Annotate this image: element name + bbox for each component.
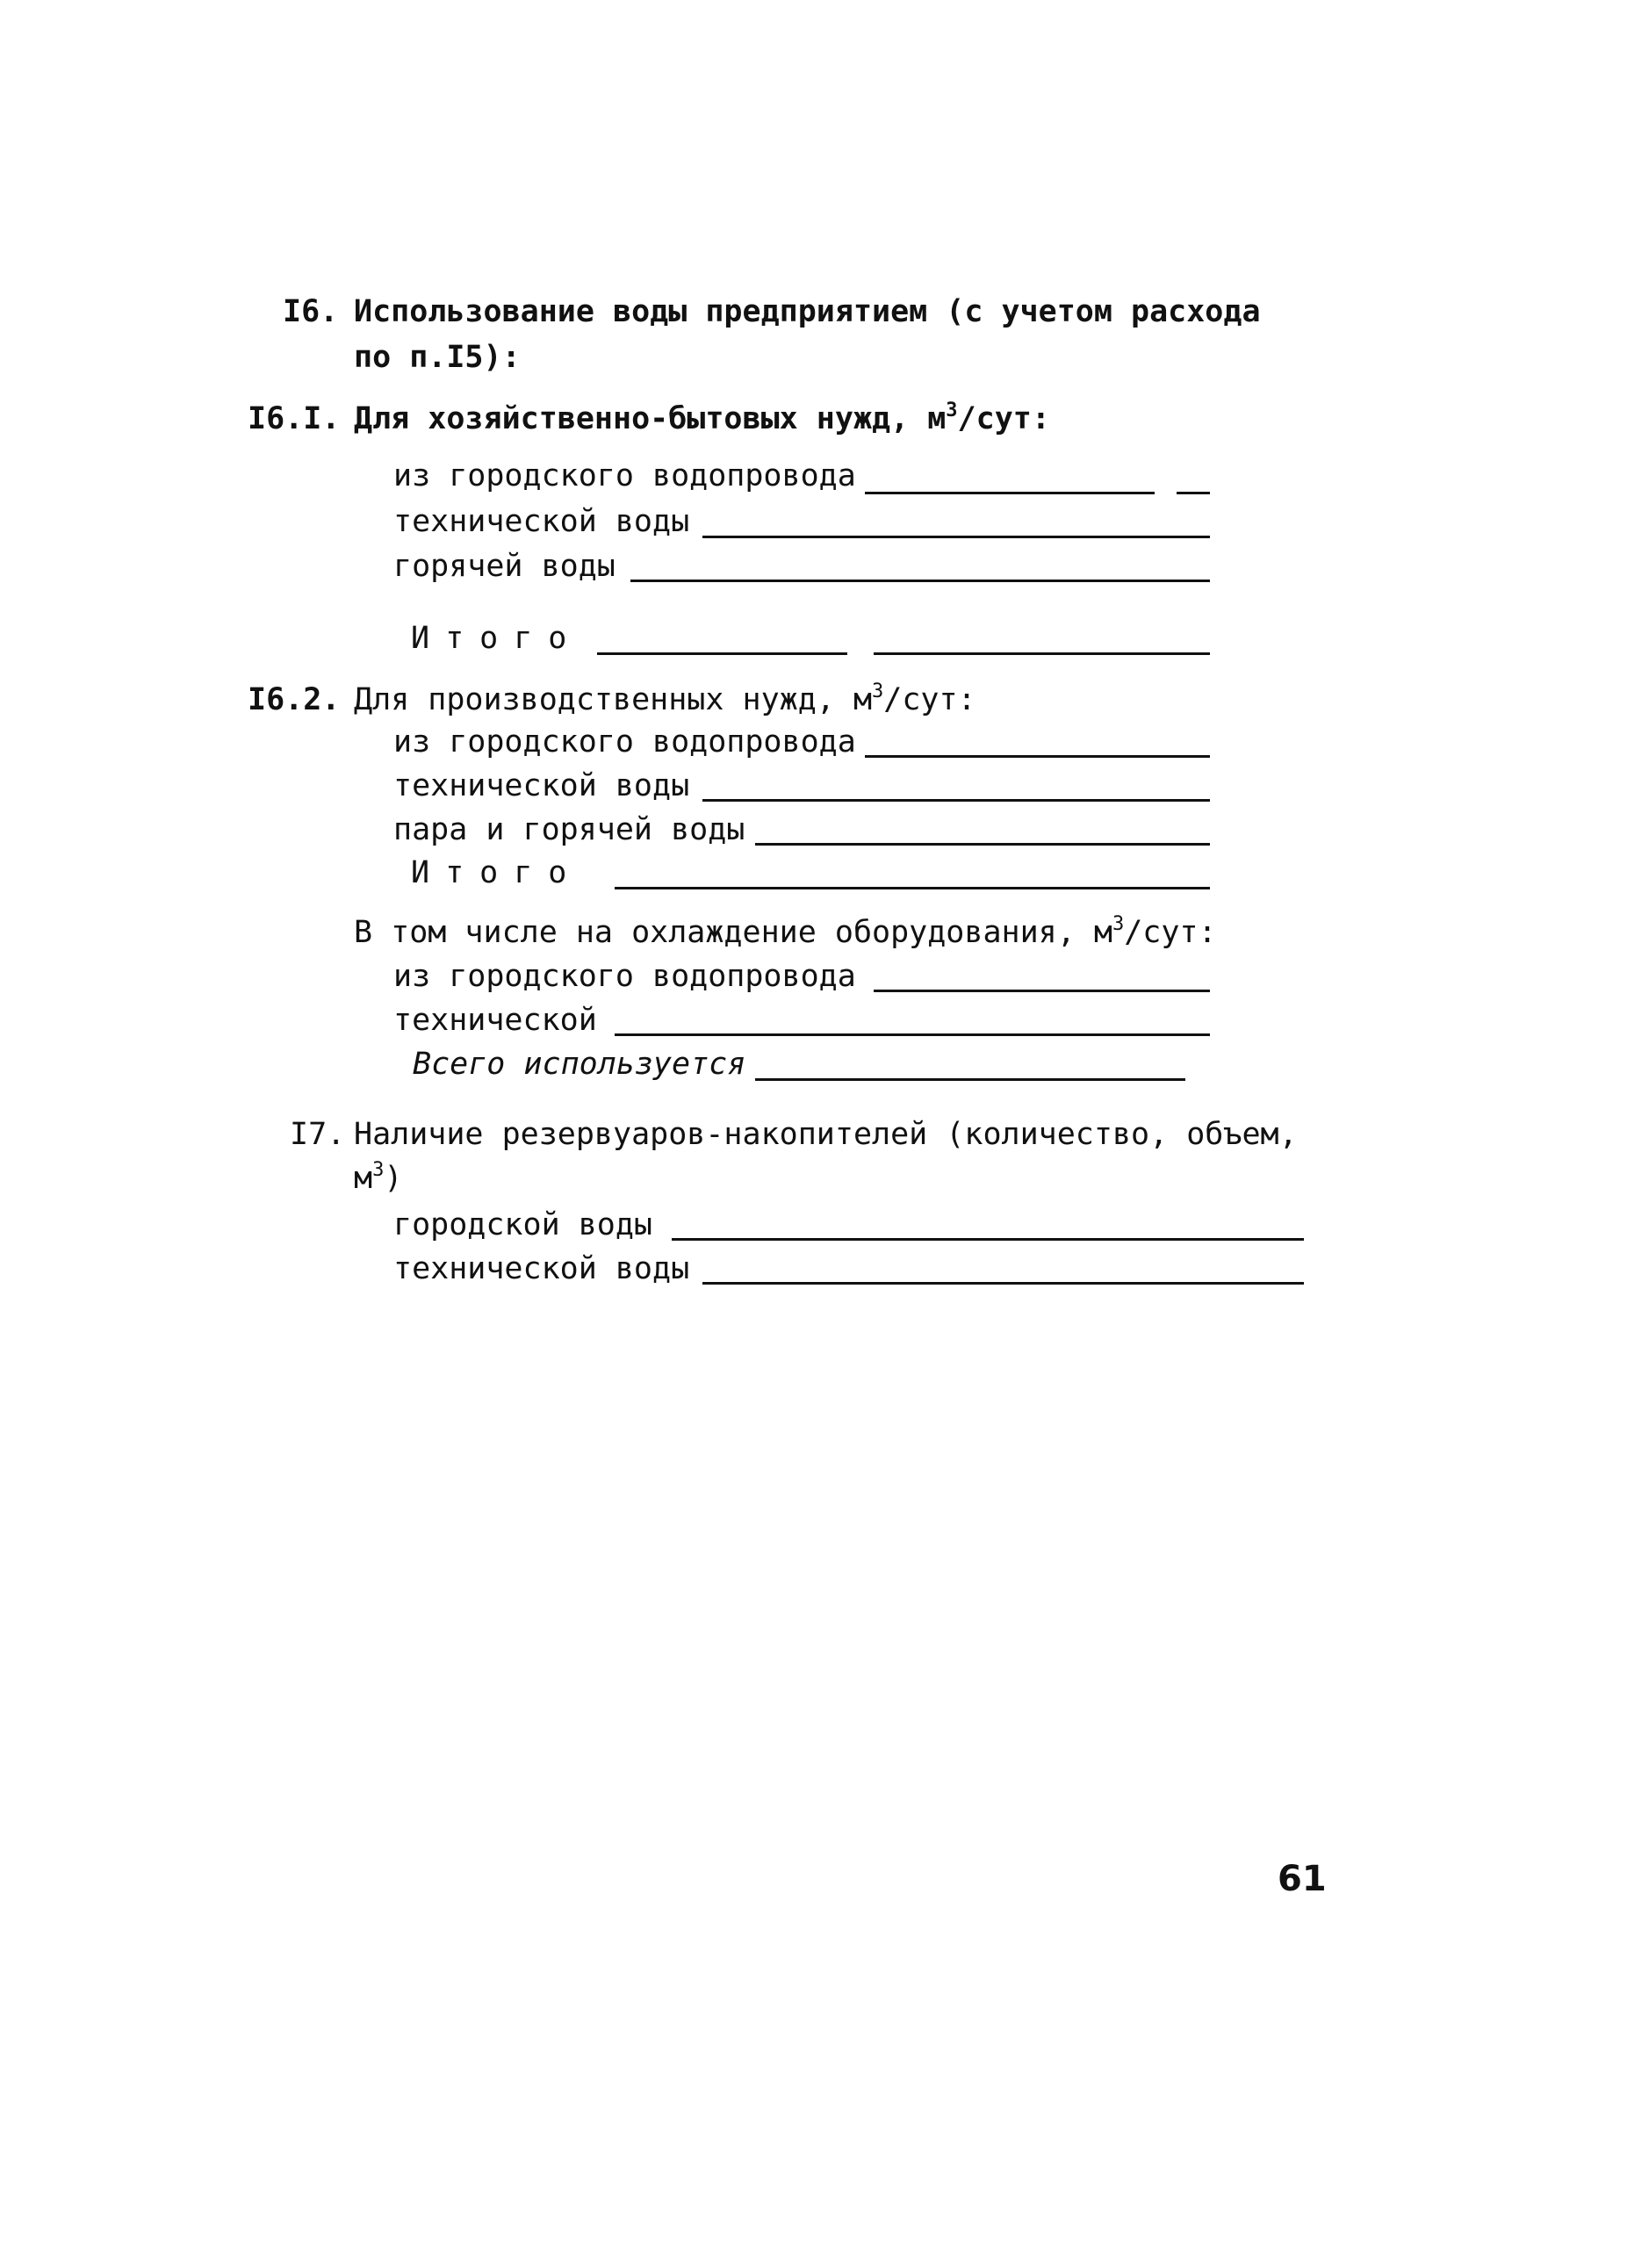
s16-2-row-steam-hot-water-label: пара и горячей воды <box>393 812 745 847</box>
section-16-title-line2: по п.I5): <box>354 340 521 375</box>
section-17-title-line1: Наличие резервуаров-накопителей (количество, объем, <box>354 1117 1298 1152</box>
s16-1-row-city-water-blank-tail <box>1177 492 1210 494</box>
s16-2-grand-total-label: Всего используется <box>413 1047 746 1082</box>
s17-row-technical-water-blank <box>702 1282 1304 1285</box>
s16-2-cooling-technical-blank <box>615 1033 1210 1036</box>
s16-2-grand-total-blank <box>755 1078 1185 1081</box>
s16-2-total-blank <box>615 887 1210 889</box>
s16-2-row-steam-hot-water-blank <box>755 843 1210 846</box>
s16-2-row-technical-water-label: технической воды <box>393 768 690 803</box>
s16-2-cooling-city-water-blank <box>874 990 1210 992</box>
s16-2-row-city-water-label: из городского водопровода <box>393 724 856 760</box>
s16-1-total-blank-2 <box>874 652 1210 655</box>
s16-1-row-city-water-blank <box>865 492 1155 494</box>
s16-1-row-technical-water-blank <box>702 536 1210 538</box>
s16-1-row-technical-water-label: технической воды <box>393 504 690 539</box>
section-16-1-number: I6.I. <box>248 401 341 436</box>
section-16-number: I6. <box>283 294 339 329</box>
s16-1-row-hot-water-blank <box>630 580 1210 582</box>
s16-2-cooling-technical-label: технической <box>393 1003 597 1038</box>
s16-1-row-city-water-label: из городского водопровода <box>393 458 856 493</box>
section-17-number: I7. <box>290 1117 346 1152</box>
section-16-title-line1: Использование воды предприятием (с учетом расхода <box>354 294 1261 329</box>
page-number: 61 <box>1278 1859 1327 1899</box>
s17-row-city-water-blank <box>672 1238 1304 1241</box>
section-17-title-line2: $м^3$) <box>354 1159 403 1196</box>
s16-2-total-label: Итого <box>411 855 583 890</box>
s16-1-total-label: Итого <box>411 621 583 656</box>
s17-row-city-water-label: городской воды <box>393 1207 653 1242</box>
section-16-2-title: Для производственных нужд, $м^3$/сут: <box>354 680 976 717</box>
s16-1-row-hot-water-label: горячей воды <box>393 549 616 584</box>
section-16-2-number: I6.2. <box>248 682 341 717</box>
section-16-1-title: Для хозяйственно-бытовых нужд, $м^3$/сут: <box>354 400 1050 436</box>
s16-2-row-city-water-blank <box>865 755 1210 758</box>
s16-1-total-blank-1 <box>597 652 847 655</box>
s17-row-technical-water-label: технической воды <box>393 1251 690 1286</box>
s16-2-row-technical-water-blank <box>702 799 1210 802</box>
s16-2-cooling-title: В том числе на охлаждение оборудования, $м^3$/сут: <box>354 913 1217 950</box>
s16-2-cooling-city-water-label: из городского водопровода <box>393 959 856 994</box>
